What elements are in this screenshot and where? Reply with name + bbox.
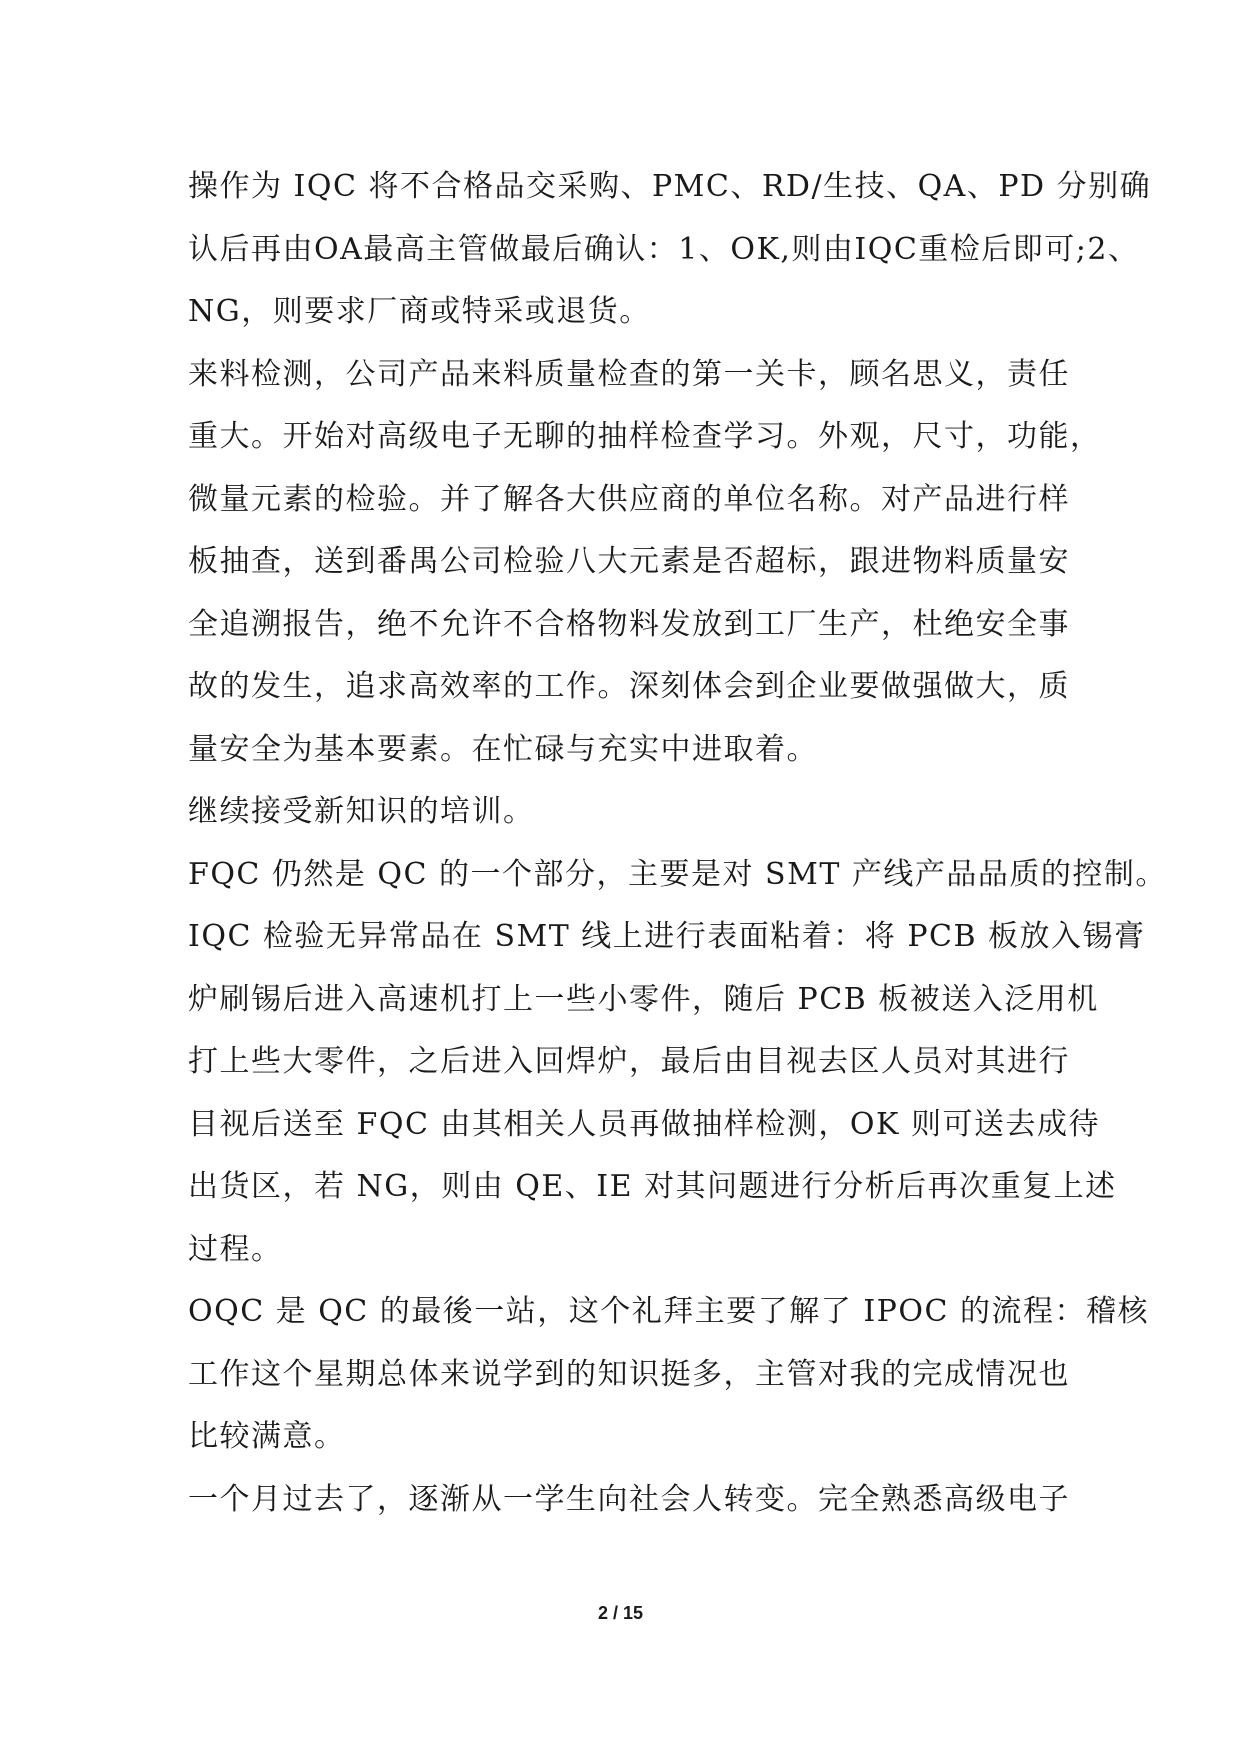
text-line: OQC 是 QC 的最後一站，这个礼拜主要了解了 IPOC 的流程：稽核 (188, 1294, 1149, 1329)
text-line: FQC 仍然是 QC 的一个部分，主要是对 SMT 产线产品品质的控制。 (188, 856, 1167, 892)
text-line: 量安全为基本要素。在忙碌与充实中进取着。 (188, 731, 818, 767)
text-line: 来料检测，公司产品来料质量检查的第一关卡，顾名思义，责任 (188, 356, 1070, 392)
text-line: 工作这个星期总体来说学到的知识挺多，主管对我的完成情况也 (188, 1356, 1070, 1392)
text-line: 板抽查，送到番禺公司检验八大元素是否超标，跟进物料质量安 (188, 544, 1070, 579)
page-number: 2 / 15 (597, 1603, 644, 1623)
text-line: 一个月过去了，逐渐从一学生向社会人转变。完全熟悉高级电子 (188, 1481, 1070, 1517)
text-line: 目视后送至 FQC 由其相关人员再做抽样检测，OK 则可送去成待 (188, 1106, 1100, 1142)
text-line: 故的发生，追求高效率的工作。深刻体会到企业要做强做大，质 (188, 669, 1070, 704)
text-line: 炉刷锡后进入高速机打上一些小零件，随后 PCB 板被送入泛用机 (188, 981, 1099, 1017)
text-line: 继续接受新知识的培训。 (188, 794, 535, 829)
text-line: 出货区，若 NG，则由 QE、IE 对其问题进行分析后再次重复上述 (188, 1169, 1117, 1204)
text-line: 微量元素的检验。并了解各大供应商的单位名称。对产品进行样 (188, 481, 1070, 517)
text-line: 认后再由OA最高主管做最后确认：1、OK,则由IQC重检后即可;2、 (188, 231, 1140, 267)
document-body (188, 156, 1167, 1531)
text-line: 过程。 (188, 1231, 283, 1267)
text-line: 打上些大零件，之后进入回焊炉，最后由目视去区人员对其进行 (188, 1044, 1070, 1079)
text-line: 重大。开始对高级电子无聊的抽样检查学习。外观，尺寸，功能， (188, 419, 1102, 454)
text-line: 全追溯报告，绝不允许不合格物料发放到工厂生产，杜绝安全事 (188, 606, 1070, 642)
text-line: NG，则要求厂商或特采或退货。 (188, 294, 651, 329)
text-line: 比较满意。 (188, 1419, 346, 1454)
text-line: 操作为 IQC 将不合格品交采购、PMC、RD/生技、QA、PD 分别确 (188, 169, 1152, 204)
text-line: IQC 检验无异常品在 SMT 线上进行表面粘着：将 PCB 板放入锡膏 (188, 919, 1146, 954)
